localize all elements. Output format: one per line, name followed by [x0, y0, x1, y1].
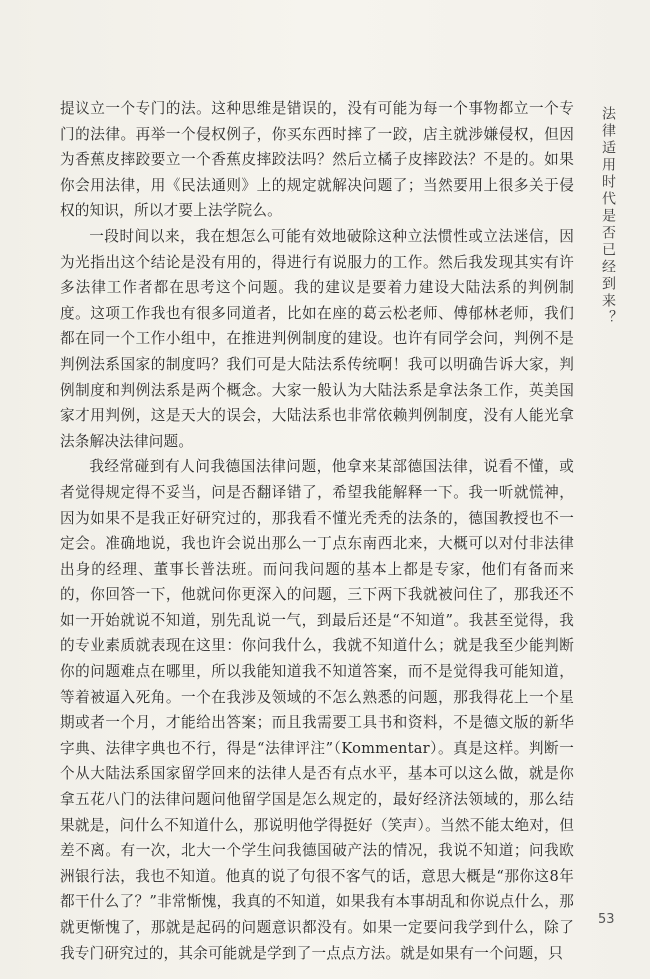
running-chapter-title: 法律适用时代是否已经到来？ — [600, 106, 616, 327]
paragraph-continued: 提议立一个专门的法。这种思维是错误的，没有可能为每一个事物都立一个专门的法律。再举一个侵权例子，你买东西时摔了一跤，店主就涉嫌侵权，但因为香蕉皮摔跤要立一个香蕉皮摔跤法吗？然后立橘子皮摔跤法？不是的。如果你会用法律，用《民法通则》上的规定就解决问题了；当然要用上很多关于侵权的知识，所以才要上法学院么。 — [60, 100, 574, 220]
page-number: 53 — [598, 912, 615, 927]
paragraph-case-law: 一段时间以来，我在想怎么可能有效地破除这种立法惯性或立法迷信，因为光指出这个结论是没有用的，得进行有说服力的工作。然后我发现其实有许多法律工作者都在思考这个问题。我的建议是要着力建设大陆法系的判例制度。这项工作我也有很多同道者，比如在座的葛云松老师、傅郁林老师，我们都在同一个工作小组中，在推进判例制度的建设。也许有同学会问，判例不是判例法系国家的制度吗？我们可是大陆法系传统啊！我可以明确告诉大家，判例制度和判例法系是两个概念。大家一般认为大陆法系是拿法条工作，英美国家才用判例，这是天大的误会，大陆法系也非常依赖判例制度，没有人能光拿法条解决法律问题。 — [60, 227, 574, 450]
body-text — [60, 96, 574, 966]
paragraph-german-law: 我经常碰到有人问我德国法律问题，他拿来某部德国法律，说看不懂，或者觉得规定得不妥当，问是否翻译错了，希望我能解释一下。我一听就慌神，因为如果不是我正好研究过的，那我看不懂光秃秃的法条的，德国教授也不一定会。准确地说，我也许会说出那么一丁点东南西北来，大概可以对付非法律出身的经理、董事长普法班。而问我问题的基本上都是专家，他们有备而来的，你回答一下，他就问你更深入的问题，三下两下我就被问住了，那我还不如一开始就说不知道，别先乱说一气，到最后还是“不知道”。我甚至觉得，我的专业素质就表现在这里：你问我什么，我就不知道什么；就是我至少能判断你的问题难点在哪里，所以我能知道我不知道答案，而不是觉得我可能知道，等着被逼入死角。一个在我涉及领域的不怎么熟悉的问题，那我得花上一个星期或者一个月，才能给出答案；而且我需要工具书和资料，不是德文版的新华字典、法律字典也不行，得是“法律评注”（Kommentar）。真是这样。判断一个从大陆法系国家留学回来的法律人是否有点水平，基本可以这么做，就是你拿五花八门的法律问题问他留学国是怎么规定的，最好经济法领域的，那么结果就是，问什么不知道什么，那说明他学得挺好（笑声）。当然不能太绝对，但差不离。有一次，北大一个学生问我德国破产法的情况，我说不知道；问我欧洲银行法，我也不知道。他真的说了句很不客气的话，意思大概是“那你这8年都干什么了？”非常惭愧，我真的不知道，如果我有本事胡乱和你说点什么，那就更惭愧了，那就是起码的问题意识都没有。如果一定要问我学到什么，除了我专门研究过的，其余可能就是学到了一点点方法。就是如果有一个问题，只 — [60, 458, 574, 962]
